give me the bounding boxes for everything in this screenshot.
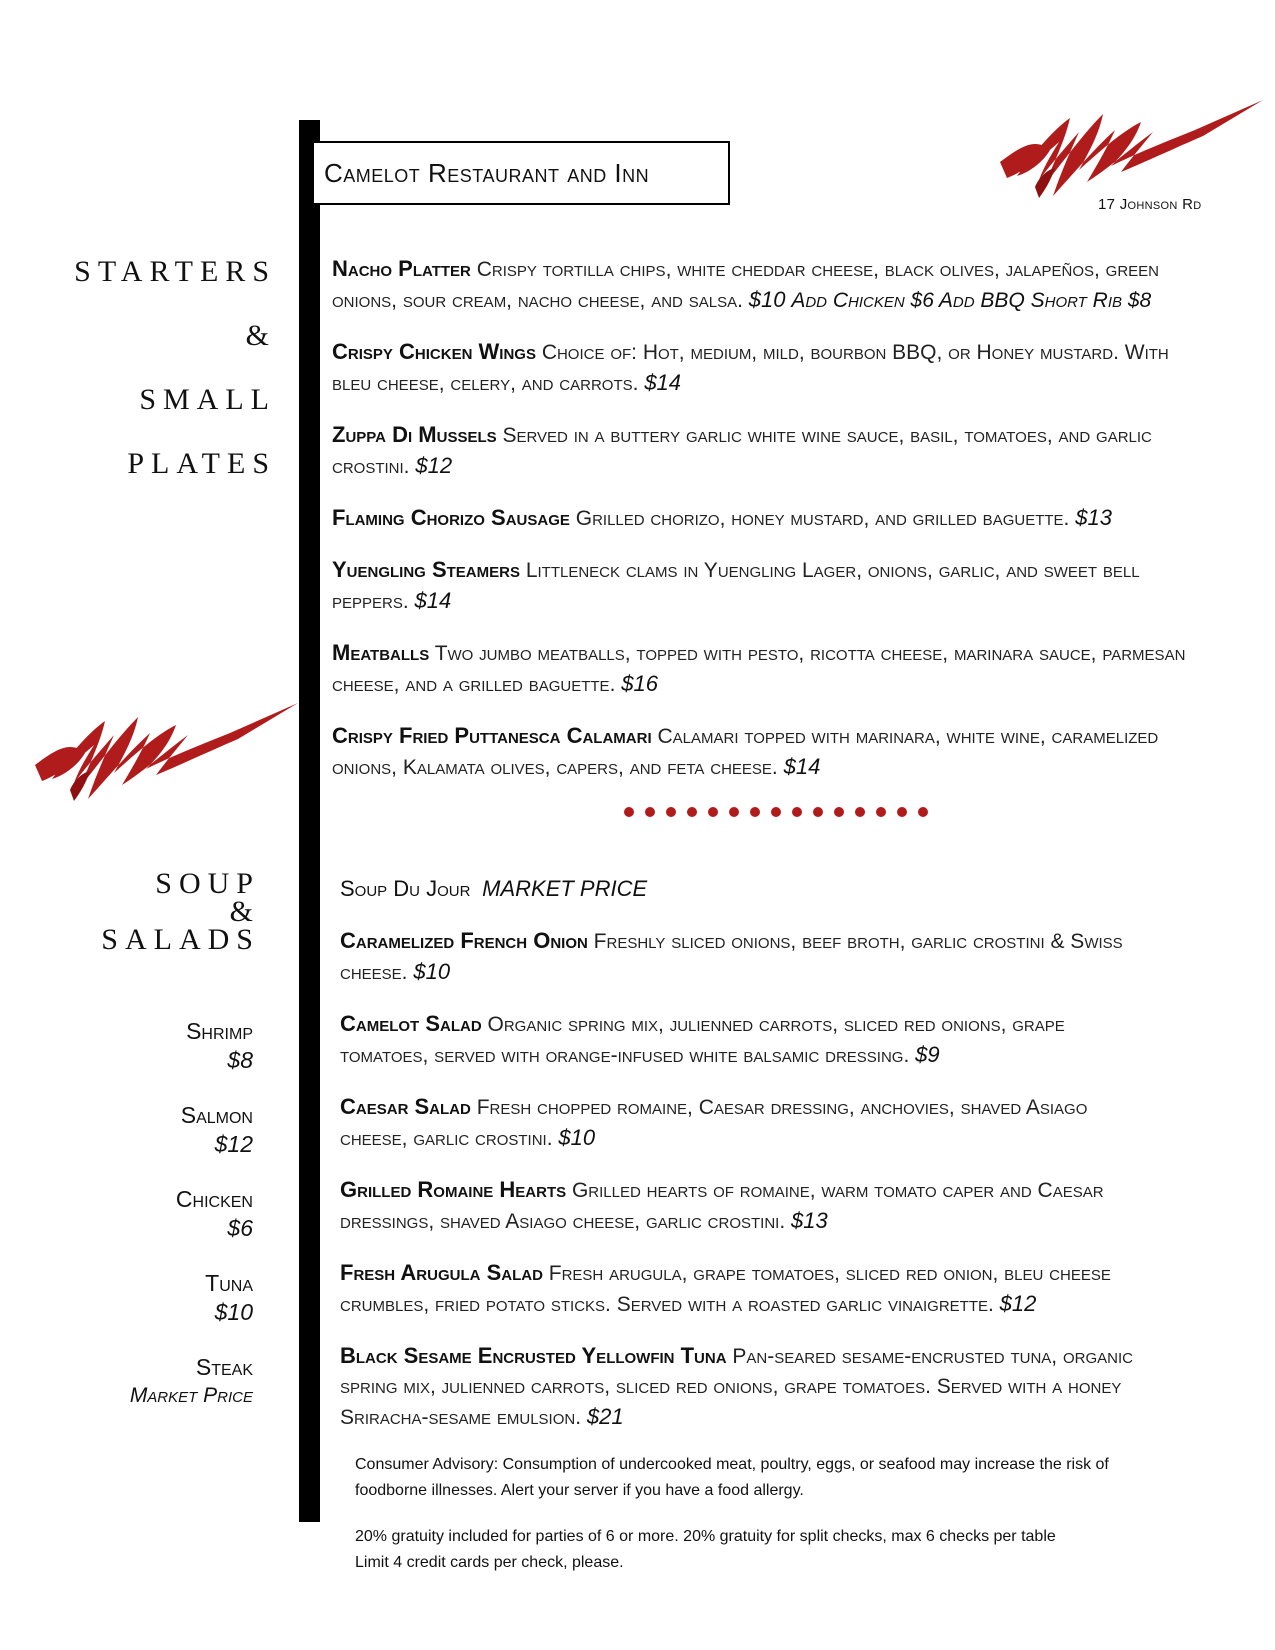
divider-dot — [708, 807, 718, 817]
divider-dot — [729, 807, 739, 817]
brush-stroke-marks — [35, 703, 298, 801]
section-title-line: STARTERS — [74, 255, 276, 288]
menu-item — [332, 638, 1192, 700]
item-name: Grilled Romaine Hearts — [340, 1177, 567, 1202]
item-price: $13 — [1075, 505, 1112, 530]
section-title-line: SOUP — [155, 867, 260, 900]
item-name: Caramelized French Onion — [340, 928, 588, 953]
section-title-line: SALADS — [101, 923, 260, 956]
menu-item — [332, 503, 1192, 534]
divider-dot — [750, 807, 760, 817]
section-title-line: PLATES — [127, 447, 276, 480]
divider-dot — [624, 807, 634, 817]
item-price: $10 — [413, 959, 451, 984]
brush-stroke-icon — [30, 695, 305, 820]
menu-item — [340, 874, 1150, 905]
divider-dot — [876, 807, 886, 817]
addon-price: $12 — [214, 1131, 253, 1157]
menu-item — [332, 555, 1192, 617]
item-name: Black Sesame Encrusted Yellowfin Tuna — [340, 1343, 727, 1368]
item-description: Freshly sliced onions, beef broth, garlic crostini & Swiss cheese. — [340, 930, 1123, 984]
divider-dot — [666, 807, 676, 817]
divider-dot — [897, 807, 907, 817]
soup-salads-section-title — [101, 867, 260, 956]
salad-addons-list — [33, 1016, 253, 1436]
addon-item — [33, 1100, 253, 1158]
addon-item — [33, 1184, 253, 1242]
item-name: Crispy Chicken Wings — [332, 339, 536, 364]
menu-item — [340, 926, 1150, 988]
menu-item — [332, 337, 1192, 399]
menu-item — [340, 1092, 1150, 1154]
item-description: Grilled chorizo, honey mustard, and grilled baguette. — [575, 507, 1070, 530]
item-description: Fresh chopped romaine, Caesar dressing, anchovies, shaved Asiago cheese, garlic crostini. — [340, 1096, 1088, 1150]
starters-list — [332, 254, 1192, 804]
gratuity-line: 20% gratuity included for parties of 6 or more. 20% gratuity for split checks, max 6 checks per table — [355, 1528, 1056, 1545]
menu-item — [332, 721, 1192, 783]
addon-name: Salmon — [180, 1102, 253, 1128]
menu-item — [332, 420, 1192, 482]
item-price: $12 — [415, 453, 453, 478]
item-description: Pan-seared sesame-encrusted tuna, organic spring mix, julienned carrots, sliced red onions, grape tomatoes. Served with a honey Sriracha-sesame emulsion. — [340, 1345, 1133, 1429]
addon-price: $8 — [227, 1047, 253, 1073]
divider-dot — [855, 807, 865, 817]
brush-stroke-marks — [1000, 100, 1263, 198]
divider-dot — [771, 807, 781, 817]
item-description: Two jumbo meatballs, topped with pesto, ricotta cheese, marinara sauce, parmesan cheese, and a grilled baguette. — [332, 642, 1186, 696]
divider-dot — [834, 807, 844, 817]
credit-card-line: Limit 4 credit cards per check, please. — [355, 1554, 624, 1571]
item-name: Nacho Platter — [332, 256, 471, 281]
menu-item — [340, 1009, 1150, 1071]
restaurant-name: Camelot Restaurant and Inn — [324, 157, 650, 188]
item-name: Flaming Chorizo Sausage — [332, 505, 570, 530]
divider-dot — [918, 807, 928, 817]
item-price: $12 — [999, 1291, 1037, 1316]
item-price: $10 — [558, 1125, 596, 1150]
item-price: MARKET PRICE — [482, 876, 648, 901]
addon-item — [33, 1352, 253, 1410]
item-description: Served in a buttery garlic white wine sauce, basil, tomatoes, and garlic crostini. — [332, 424, 1152, 478]
addon-price: $10 — [214, 1299, 253, 1325]
section-title-line: & — [245, 319, 276, 352]
addon-name: Shrimp — [186, 1018, 253, 1044]
item-name: Crispy Fried Puttanesca Calamari — [332, 723, 652, 748]
starters-section-title — [74, 240, 276, 496]
addon-item — [33, 1268, 253, 1326]
item-name: Fresh Arugula Salad — [340, 1260, 543, 1285]
menu-item — [340, 1341, 1150, 1433]
restaurant-title-box — [312, 141, 730, 205]
item-name: Zuppa Di Mussels — [332, 422, 497, 447]
item-price: $14 — [414, 588, 452, 613]
item-price: $14 — [783, 754, 821, 779]
addon-price: Market Price — [129, 1384, 253, 1407]
addon-name: Chicken — [175, 1186, 253, 1212]
item-price: $14 — [644, 370, 682, 395]
menu-item — [340, 1175, 1150, 1237]
addon-name: Steak — [195, 1354, 253, 1380]
divider-dot — [792, 807, 802, 817]
item-description: Grilled hearts of romaine, warm tomato caper and Caesar dressings, shaved Asiago cheese, garlic crostini. — [340, 1179, 1104, 1233]
vertical-divider-bar — [299, 120, 320, 1522]
item-description: Choice of: Hot, medium, mild, bourbon BBQ, or Honey mustard. With bleu cheese, celery, and carrots. — [332, 341, 1169, 395]
item-description: Crispy tortilla chips, white cheddar cheese, black olives, jalapeños, green onions, sour cream, nacho cheese, and salsa. — [332, 258, 1160, 312]
item-name: Yuengling Steamers — [332, 557, 520, 582]
gratuity-notice — [355, 1524, 1145, 1576]
menu-item — [332, 254, 1192, 316]
item-price: $10 — [748, 287, 786, 312]
divider-dot — [813, 807, 823, 817]
menu-item — [340, 1258, 1150, 1320]
item-price: $13 — [791, 1208, 828, 1233]
item-name: Soup Du Jour — [340, 876, 471, 901]
consumer-advisory: Consumer Advisory: Consumption of undercooked meat, poultry, eggs, or seafood may increase the risk of foodborne illnesses. Alert your server if you have a food allergy. — [355, 1456, 1109, 1499]
divider-dot — [687, 807, 697, 817]
restaurant-address: 17 Johnson Rd — [1098, 196, 1202, 213]
section-title-line: & — [229, 895, 260, 928]
item-name: Meatballs — [332, 640, 430, 665]
item-description: Fresh arugula, grape tomatoes, sliced red onion, bleu cheese crumbles, fried potato sticks. Served with a roasted garlic vinaigrette. — [340, 1262, 1111, 1316]
addon-price: $6 — [227, 1215, 253, 1241]
item-name: Caesar Salad — [340, 1094, 471, 1119]
section-title-line: SMALL — [139, 383, 276, 416]
item-add-ons: Add Chicken $6 Add BBQ Short Rib $8 — [791, 289, 1152, 312]
item-name: Camelot Salad — [340, 1011, 482, 1036]
addon-name: Tuna — [205, 1270, 253, 1296]
addon-item — [33, 1016, 253, 1074]
item-price: $16 — [621, 671, 658, 696]
item-price: $21 — [586, 1404, 624, 1429]
divider-dot — [645, 807, 655, 817]
item-description: Organic spring mix, julienned carrots, sliced red onions, grape tomatoes, served with orange-infused white balsamic dressing. — [340, 1013, 1065, 1067]
brush-stroke-icon — [995, 92, 1270, 217]
soup-salads-list — [340, 874, 1150, 1454]
item-description: Littleneck clams in Yuengling Lager, onions, garlic, and sweet bell peppers. — [332, 559, 1140, 613]
item-price: $9 — [915, 1042, 940, 1067]
dot-divider — [624, 807, 928, 821]
item-description: Calamari topped with marinara, white wine, caramelized onions, Kalamata olives, capers, and feta cheese. — [332, 725, 1159, 779]
